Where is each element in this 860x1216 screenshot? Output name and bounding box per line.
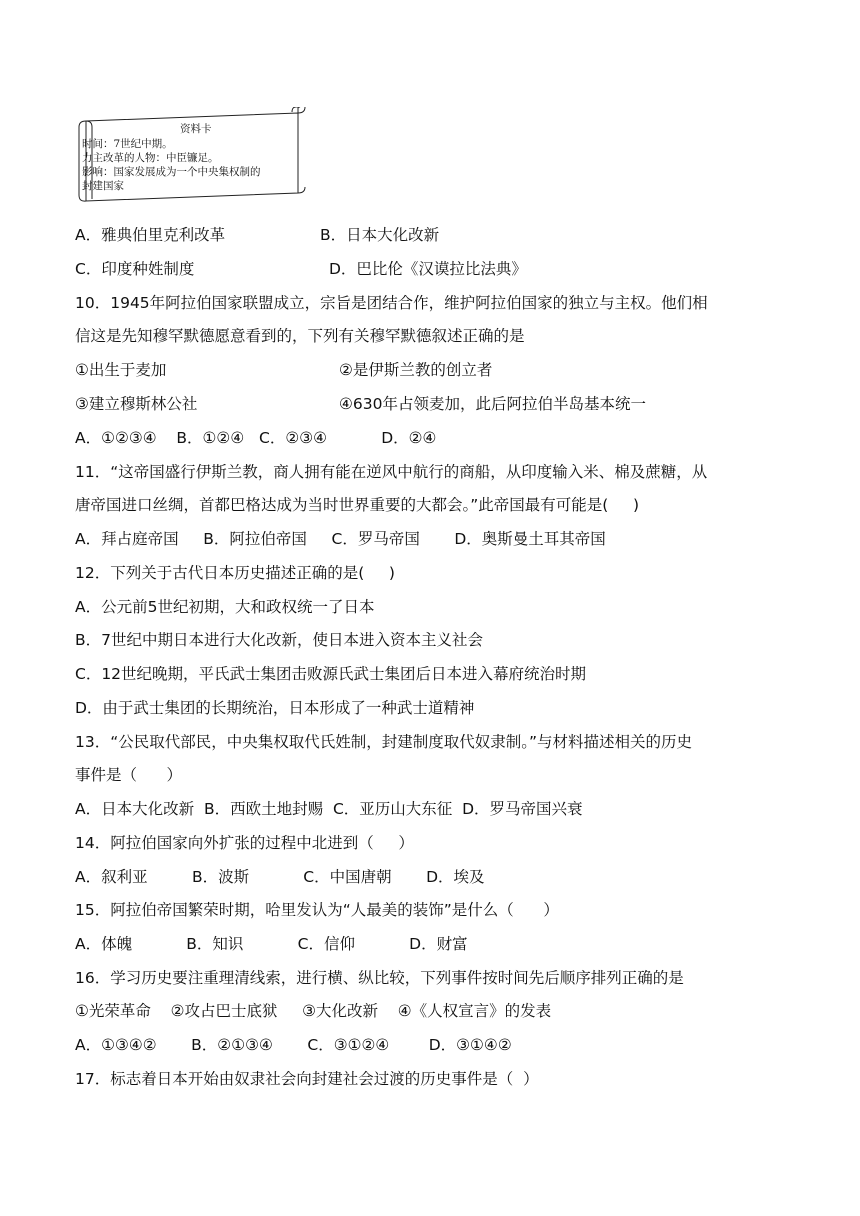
q12-option-d: D．由于武士集团的长期统治，日本形成了一种武士道精神 [75,699,475,717]
q14-options: A．叙利亚 B．波斯 C．中国唐朝 D．埃及 [75,868,485,886]
q10-stem: 信这是先知穆罕默德愿意看到的，下列有关穆罕默德叙述正确的是 [75,327,525,345]
q14-stem: 14．阿拉伯国家向外扩张的过程中北进到（ ） [75,834,414,852]
q16-options: A．①③④② B．②①③④ C．③①②④ D．③①④② [75,1036,512,1054]
q13-stem: 13．“公民取代部民，中央集权取代氏姓制，封建制度取代奴隶制。”与材料描述相关的历史 [75,733,693,751]
q10-item: ③建立穆斯林公社 [75,395,198,413]
q10-item: ④630年占领麦加，此后阿拉伯半岛基本统一 [339,395,646,413]
info-card-title: 资料卡 [180,123,212,135]
q12-stem: 12．下列关于古代日本历史描述正确的是( ) [75,564,395,582]
q11-stem: 唐帝国进口丝绸，首都巴格达成为当时世界重要的大都会。”此帝国最有可能是( ) [75,496,640,514]
q12-option-c: C．12世纪晚期，平氏武士集团击败源氏武士集团后日本进入幕府统治时期 [75,665,587,683]
q13-stem: 事件是（ ） [75,766,183,784]
info-card-line: 封建国家 [82,180,124,192]
q9-option-b: B．日本大化改新 [320,226,440,244]
info-card-line: 影响：国家发展成为一个中央集权制的 [82,166,261,178]
info-card-line: 时间：7世纪中期。 [82,138,173,150]
q16-stem: 16．学习历史要注重理清线索，进行横、纵比较，下列事件按时间先后顺序排列正确的是 [75,969,684,987]
q9-option-a: A．雅典伯里克利改革 [75,226,226,244]
q13-options: A．日本大化改新 B．西欧土地封赐 C．亚历山大东征 D．罗马帝国兴衰 [75,800,583,818]
q16-items: ①光荣革命 ②攻占巴士底狱 ③大化改新 ④《人权宣言》的发表 [75,1002,552,1020]
q9-option-d: D．巴比伦《汉谟拉比法典》 [329,260,527,278]
q10-item: ②是伊斯兰教的创立者 [339,361,493,379]
q15-stem: 15．阿拉伯帝国繁荣时期，哈里发认为“人最美的装饰”是什么（ ） [75,901,559,919]
q15-options: A．体魄 B．知识 C．信仰 D．财富 [75,935,468,953]
q10-item: ①出生于麦加 [75,361,167,379]
q12-option-a: A．公元前5世纪初期，大和政权统一了日本 [75,598,375,616]
q17-stem: 17．标志着日本开始由奴隶社会向封建社会过渡的历史事件是（ ） [75,1070,539,1088]
q9-option-c: C．印度种姓制度 [75,260,195,278]
info-card-line: 力主改革的人物：中臣镰足。 [82,152,219,164]
q11-stem: 11．“这帝国盛行伊斯兰教，商人拥有能在逆风中航行的商船，从印度输入米、棉及蔗糖，从 [75,463,708,481]
q10-options: A．①②③④ B．①②④ C．②③④ D．②④ [75,429,437,447]
q11-options: A．拜占庭帝国 B．阿拉伯帝国 C．罗马帝国 D．奥斯曼土耳其帝国 [75,530,606,548]
q12-option-b: B．7世纪中期日本进行大化改新，使日本进入资本主义社会 [75,631,483,649]
q10-stem: 10．1945年阿拉伯国家联盟成立，宗旨是团结合作，维护阿拉伯国家的独立与主权。他们相 [75,294,708,312]
